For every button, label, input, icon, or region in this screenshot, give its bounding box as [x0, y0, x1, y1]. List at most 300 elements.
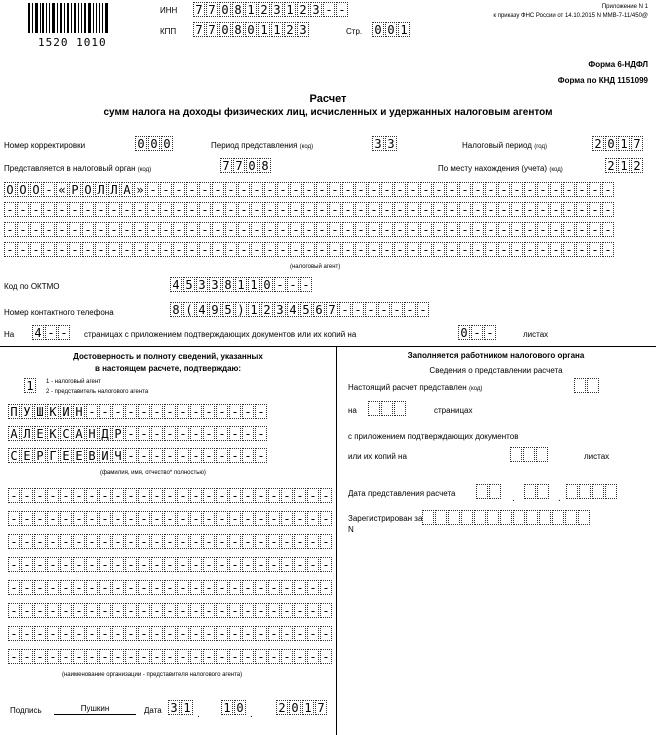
char-cell[interactable]: -: [112, 557, 124, 572]
right-date-month[interactable]: [524, 484, 550, 499]
char-cell[interactable]: -: [138, 448, 150, 463]
char-cell[interactable]: -: [43, 202, 55, 217]
right-pages-cells[interactable]: [368, 401, 407, 416]
char-cell[interactable]: [476, 484, 488, 499]
char-cell[interactable]: -: [537, 222, 549, 237]
char-cell[interactable]: -: [43, 222, 55, 237]
char-cell[interactable]: 1: [398, 22, 410, 37]
char-cell[interactable]: 8: [170, 302, 182, 317]
char-cell[interactable]: -: [485, 242, 497, 257]
char-cell[interactable]: -: [147, 202, 159, 217]
char-cell[interactable]: -: [307, 603, 319, 618]
char-cell[interactable]: -: [407, 182, 419, 197]
char-cell[interactable]: 7: [233, 158, 245, 173]
char-cell[interactable]: -: [17, 202, 29, 217]
agent-line-4[interactable]: [4, 242, 615, 257]
registered-cells[interactable]: [422, 510, 591, 525]
char-cell[interactable]: -: [8, 626, 20, 641]
char-cell[interactable]: -: [69, 222, 81, 237]
char-cell[interactable]: -: [472, 242, 484, 257]
char-cell[interactable]: 1: [302, 700, 314, 715]
char-cell[interactable]: -: [394, 222, 406, 237]
char-cell[interactable]: -: [320, 649, 332, 664]
char-cell[interactable]: -: [307, 488, 319, 503]
char-cell[interactable]: [394, 401, 406, 416]
char-cell[interactable]: 1: [618, 136, 630, 151]
char-cell[interactable]: А: [8, 426, 20, 441]
char-cell[interactable]: -: [60, 511, 72, 526]
char-cell[interactable]: -: [203, 448, 215, 463]
char-cell[interactable]: 0: [246, 158, 258, 173]
char-cell[interactable]: -: [8, 649, 20, 664]
char-cell[interactable]: -: [255, 649, 267, 664]
char-cell[interactable]: -: [550, 242, 562, 257]
char-cell[interactable]: -: [320, 511, 332, 526]
char-cell[interactable]: -: [498, 202, 510, 217]
char-cell[interactable]: Л: [21, 426, 33, 441]
char-cell[interactable]: -: [99, 603, 111, 618]
char-cell[interactable]: -: [281, 603, 293, 618]
char-cell[interactable]: -: [138, 488, 150, 503]
char-cell[interactable]: [537, 484, 549, 499]
char-cell[interactable]: -: [307, 511, 319, 526]
char-cell[interactable]: -: [212, 182, 224, 197]
char-cell[interactable]: -: [602, 202, 614, 217]
char-cell[interactable]: [524, 484, 536, 499]
char-cell[interactable]: -: [212, 242, 224, 257]
char-cell[interactable]: 2: [284, 22, 296, 37]
char-cell[interactable]: -: [498, 242, 510, 257]
char-cell[interactable]: -: [34, 649, 46, 664]
char-cell[interactable]: -: [186, 202, 198, 217]
char-cell[interactable]: -: [8, 580, 20, 595]
char-cell[interactable]: -: [277, 222, 289, 237]
char-cell[interactable]: 3: [209, 277, 221, 292]
char-cell[interactable]: -: [21, 626, 33, 641]
char-cell[interactable]: -: [134, 202, 146, 217]
char-cell[interactable]: Н: [73, 404, 85, 419]
char-cell[interactable]: [500, 510, 512, 525]
char-cell[interactable]: -: [355, 202, 367, 217]
char-cell[interactable]: -: [86, 649, 98, 664]
char-cell[interactable]: А: [73, 426, 85, 441]
char-cell[interactable]: -: [394, 242, 406, 257]
char-cell[interactable]: -: [216, 404, 228, 419]
char-cell[interactable]: -: [342, 182, 354, 197]
char-cell[interactable]: -: [21, 580, 33, 595]
char-cell[interactable]: -: [238, 202, 250, 217]
char-cell[interactable]: Е: [34, 426, 46, 441]
char-cell[interactable]: -: [173, 202, 185, 217]
char-cell[interactable]: -: [537, 242, 549, 257]
char-cell[interactable]: О: [17, 182, 29, 197]
char-cell[interactable]: 6: [313, 302, 325, 317]
char-cell[interactable]: -: [264, 182, 276, 197]
char-cell[interactable]: -: [173, 222, 185, 237]
char-cell[interactable]: -: [151, 448, 163, 463]
char-cell[interactable]: -: [446, 202, 458, 217]
char-cell[interactable]: 8: [222, 277, 234, 292]
pages-cells[interactable]: [32, 325, 71, 340]
char-cell[interactable]: -: [86, 404, 98, 419]
char-cell[interactable]: -: [34, 557, 46, 572]
char-cell[interactable]: [587, 378, 599, 393]
char-cell[interactable]: Е: [21, 448, 33, 463]
char-cell[interactable]: -: [281, 534, 293, 549]
char-cell[interactable]: О: [4, 182, 16, 197]
char-cell[interactable]: -: [86, 511, 98, 526]
char-cell[interactable]: -: [164, 649, 176, 664]
char-cell[interactable]: -: [99, 557, 111, 572]
char-cell[interactable]: -: [287, 277, 299, 292]
char-cell[interactable]: -: [34, 580, 46, 595]
char-cell[interactable]: -: [125, 649, 137, 664]
org-line-7[interactable]: [8, 626, 333, 641]
char-cell[interactable]: -: [4, 202, 16, 217]
char-cell[interactable]: -: [190, 603, 202, 618]
char-cell[interactable]: -: [216, 603, 228, 618]
char-cell[interactable]: П: [8, 404, 20, 419]
char-cell[interactable]: -: [242, 580, 254, 595]
char-cell[interactable]: -: [203, 488, 215, 503]
char-cell[interactable]: 2: [261, 302, 273, 317]
date-year-cells[interactable]: [276, 700, 328, 715]
tax-period-cells[interactable]: [592, 136, 644, 151]
char-cell[interactable]: -: [563, 242, 575, 257]
char-cell[interactable]: 8: [259, 158, 271, 173]
char-cell[interactable]: -: [69, 202, 81, 217]
char-cell[interactable]: -: [320, 534, 332, 549]
char-cell[interactable]: -: [281, 488, 293, 503]
char-cell[interactable]: -: [446, 242, 458, 257]
char-cell[interactable]: -: [484, 325, 496, 340]
char-cell[interactable]: -: [73, 626, 85, 641]
char-cell[interactable]: [578, 510, 590, 525]
char-cell[interactable]: -: [329, 202, 341, 217]
char-cell[interactable]: 0: [385, 22, 397, 37]
char-cell[interactable]: 5: [222, 302, 234, 317]
char-cell[interactable]: 8: [232, 22, 244, 37]
char-cell[interactable]: 7: [220, 158, 232, 173]
char-cell[interactable]: -: [320, 488, 332, 503]
char-cell[interactable]: -: [177, 488, 189, 503]
char-cell[interactable]: -: [56, 202, 68, 217]
char-cell[interactable]: 7: [193, 22, 205, 37]
char-cell[interactable]: -: [34, 511, 46, 526]
char-cell[interactable]: -: [225, 202, 237, 217]
char-cell[interactable]: -: [225, 222, 237, 237]
char-cell[interactable]: -: [268, 649, 280, 664]
char-cell[interactable]: -: [86, 534, 98, 549]
char-cell[interactable]: -: [255, 488, 267, 503]
char-cell[interactable]: -: [316, 202, 328, 217]
char-cell[interactable]: -: [112, 534, 124, 549]
right-sheets-cells[interactable]: [510, 447, 549, 462]
char-cell[interactable]: -: [316, 242, 328, 257]
char-cell[interactable]: -: [73, 488, 85, 503]
char-cell[interactable]: -: [255, 404, 267, 419]
char-cell[interactable]: -: [151, 557, 163, 572]
char-cell[interactable]: -: [342, 202, 354, 217]
char-cell[interactable]: -: [56, 222, 68, 237]
char-cell[interactable]: -: [563, 202, 575, 217]
char-cell[interactable]: -: [294, 488, 306, 503]
char-cell[interactable]: 1: [245, 2, 257, 17]
char-cell[interactable]: -: [125, 557, 137, 572]
char-cell[interactable]: -: [45, 325, 57, 340]
char-cell[interactable]: -: [277, 182, 289, 197]
char-cell[interactable]: -: [112, 580, 124, 595]
char-cell[interactable]: -: [446, 182, 458, 197]
char-cell[interactable]: 0: [372, 22, 384, 37]
char-cell[interactable]: -: [177, 448, 189, 463]
char-cell[interactable]: -: [30, 202, 42, 217]
char-cell[interactable]: -: [199, 182, 211, 197]
char-cell[interactable]: -: [4, 222, 16, 237]
char-cell[interactable]: 3: [274, 302, 286, 317]
char-cell[interactable]: -: [190, 557, 202, 572]
char-cell[interactable]: -: [125, 448, 137, 463]
char-cell[interactable]: -: [229, 511, 241, 526]
char-cell[interactable]: -: [242, 557, 254, 572]
char-cell[interactable]: -: [281, 626, 293, 641]
char-cell[interactable]: -: [108, 222, 120, 237]
char-cell[interactable]: 0: [261, 277, 273, 292]
char-cell[interactable]: [592, 484, 604, 499]
char-cell[interactable]: -: [8, 511, 20, 526]
char-cell[interactable]: -: [303, 182, 315, 197]
char-cell[interactable]: -: [60, 488, 72, 503]
inn-cells[interactable]: [193, 2, 349, 17]
char-cell[interactable]: Р: [34, 448, 46, 463]
char-cell[interactable]: -: [138, 426, 150, 441]
char-cell[interactable]: -: [160, 242, 172, 257]
char-cell[interactable]: -: [294, 580, 306, 595]
char-cell[interactable]: -: [199, 202, 211, 217]
char-cell[interactable]: -: [307, 649, 319, 664]
char-cell[interactable]: -: [186, 182, 198, 197]
right-date-year[interactable]: [566, 484, 618, 499]
char-cell[interactable]: (: [183, 302, 195, 317]
char-cell[interactable]: -: [203, 557, 215, 572]
char-cell[interactable]: -: [242, 603, 254, 618]
char-cell[interactable]: -: [73, 534, 85, 549]
char-cell[interactable]: -: [242, 534, 254, 549]
char-cell[interactable]: -: [151, 580, 163, 595]
char-cell[interactable]: К: [47, 404, 59, 419]
char-cell[interactable]: -: [60, 557, 72, 572]
char-cell[interactable]: -: [355, 222, 367, 237]
char-cell[interactable]: -: [160, 222, 172, 237]
char-cell[interactable]: -: [511, 202, 523, 217]
char-cell[interactable]: -: [121, 242, 133, 257]
char-cell[interactable]: -: [242, 426, 254, 441]
char-cell[interactable]: -: [238, 182, 250, 197]
agent-line-2[interactable]: [4, 202, 615, 217]
char-cell[interactable]: -: [242, 448, 254, 463]
char-cell[interactable]: 2: [297, 2, 309, 17]
char-cell[interactable]: -: [307, 557, 319, 572]
char-cell[interactable]: -: [73, 649, 85, 664]
char-cell[interactable]: -: [407, 202, 419, 217]
char-cell[interactable]: [552, 510, 564, 525]
char-cell[interactable]: -: [294, 557, 306, 572]
char-cell[interactable]: -: [108, 242, 120, 257]
char-cell[interactable]: -: [229, 603, 241, 618]
char-cell[interactable]: -: [190, 426, 202, 441]
char-cell[interactable]: -: [381, 182, 393, 197]
char-cell[interactable]: -: [95, 222, 107, 237]
char-cell[interactable]: -: [190, 511, 202, 526]
char-cell[interactable]: -: [576, 202, 588, 217]
char-cell[interactable]: -: [323, 2, 335, 17]
char-cell[interactable]: -: [86, 626, 98, 641]
char-cell[interactable]: -: [459, 202, 471, 217]
char-cell[interactable]: -: [121, 222, 133, 237]
char-cell[interactable]: »: [134, 182, 146, 197]
char-cell[interactable]: -: [99, 580, 111, 595]
signature[interactable]: Пушкин: [54, 704, 136, 715]
char-cell[interactable]: -: [255, 534, 267, 549]
char-cell[interactable]: -: [99, 404, 111, 419]
char-cell[interactable]: -: [576, 242, 588, 257]
char-cell[interactable]: -: [216, 488, 228, 503]
char-cell[interactable]: -: [498, 182, 510, 197]
char-cell[interactable]: С: [8, 448, 20, 463]
char-cell[interactable]: -: [550, 182, 562, 197]
char-cell[interactable]: [422, 510, 434, 525]
char-cell[interactable]: -: [352, 302, 364, 317]
char-cell[interactable]: -: [177, 511, 189, 526]
char-cell[interactable]: -: [125, 626, 137, 641]
period-cells[interactable]: [372, 136, 398, 151]
char-cell[interactable]: -: [524, 202, 536, 217]
char-cell[interactable]: -: [34, 534, 46, 549]
char-cell[interactable]: 1: [271, 22, 283, 37]
char-cell[interactable]: -: [576, 182, 588, 197]
char-cell[interactable]: -: [229, 488, 241, 503]
char-cell[interactable]: -: [203, 649, 215, 664]
char-cell[interactable]: -: [190, 404, 202, 419]
char-cell[interactable]: -: [216, 649, 228, 664]
char-cell[interactable]: -: [281, 557, 293, 572]
char-cell[interactable]: -: [459, 182, 471, 197]
char-cell[interactable]: -: [138, 626, 150, 641]
char-cell[interactable]: О: [82, 182, 94, 197]
char-cell[interactable]: -: [216, 448, 228, 463]
char-cell[interactable]: С: [60, 426, 72, 441]
char-cell[interactable]: 3: [196, 277, 208, 292]
char-cell[interactable]: -: [391, 302, 403, 317]
char-cell[interactable]: -: [60, 626, 72, 641]
char-cell[interactable]: Е: [60, 448, 72, 463]
char-cell[interactable]: -: [268, 534, 280, 549]
char-cell[interactable]: -: [108, 202, 120, 217]
char-cell[interactable]: 1: [235, 277, 247, 292]
char-cell[interactable]: -: [190, 534, 202, 549]
char-cell[interactable]: -: [589, 222, 601, 237]
char-cell[interactable]: -: [73, 580, 85, 595]
char-cell[interactable]: -: [177, 626, 189, 641]
char-cell[interactable]: -: [17, 222, 29, 237]
char-cell[interactable]: -: [602, 182, 614, 197]
char-cell[interactable]: -: [368, 202, 380, 217]
char-cell[interactable]: 1: [248, 277, 260, 292]
char-cell[interactable]: -: [229, 448, 241, 463]
char-cell[interactable]: [435, 510, 447, 525]
char-cell[interactable]: -: [4, 242, 16, 257]
char-cell[interactable]: -: [99, 649, 111, 664]
char-cell[interactable]: 0: [219, 2, 231, 17]
org-line-8[interactable]: [8, 649, 333, 664]
phone-cells[interactable]: [170, 302, 430, 317]
char-cell[interactable]: -: [339, 302, 351, 317]
char-cell[interactable]: -: [17, 242, 29, 257]
char-cell[interactable]: -: [381, 242, 393, 257]
char-cell[interactable]: -: [21, 511, 33, 526]
char-cell[interactable]: [461, 510, 473, 525]
char-cell[interactable]: -: [268, 626, 280, 641]
char-cell[interactable]: -: [433, 182, 445, 197]
char-cell[interactable]: -: [216, 557, 228, 572]
char-cell[interactable]: -: [268, 603, 280, 618]
page-cells[interactable]: [372, 22, 411, 37]
char-cell[interactable]: -: [73, 557, 85, 572]
char-cell[interactable]: -: [277, 202, 289, 217]
agent-line-1[interactable]: [4, 182, 615, 197]
char-cell[interactable]: -: [21, 649, 33, 664]
char-cell[interactable]: -: [281, 580, 293, 595]
char-cell[interactable]: -: [43, 182, 55, 197]
char-cell[interactable]: 0: [245, 22, 257, 37]
char-cell[interactable]: Ч: [112, 448, 124, 463]
char-cell[interactable]: -: [47, 488, 59, 503]
char-cell[interactable]: [368, 401, 380, 416]
char-cell[interactable]: -: [446, 222, 458, 237]
char-cell[interactable]: -: [251, 242, 263, 257]
char-cell[interactable]: -: [34, 488, 46, 503]
char-cell[interactable]: -: [329, 222, 341, 237]
location-cells[interactable]: [605, 158, 644, 173]
char-cell[interactable]: -: [378, 302, 390, 317]
char-cell[interactable]: -: [471, 325, 483, 340]
char-cell[interactable]: 1: [248, 302, 260, 317]
char-cell[interactable]: -: [294, 511, 306, 526]
char-cell[interactable]: -: [164, 626, 176, 641]
char-cell[interactable]: -: [238, 222, 250, 237]
char-cell[interactable]: 1: [181, 700, 193, 715]
char-cell[interactable]: -: [320, 603, 332, 618]
char-cell[interactable]: -: [82, 202, 94, 217]
authority-cells[interactable]: [220, 158, 272, 173]
char-cell[interactable]: 2: [631, 158, 643, 173]
char-cell[interactable]: -: [329, 242, 341, 257]
char-cell[interactable]: 3: [372, 136, 384, 151]
oktmo-cells[interactable]: [170, 277, 313, 292]
char-cell[interactable]: И: [60, 404, 72, 419]
char-cell[interactable]: -: [190, 488, 202, 503]
char-cell[interactable]: -: [190, 580, 202, 595]
char-cell[interactable]: -: [225, 182, 237, 197]
char-cell[interactable]: -: [203, 404, 215, 419]
char-cell[interactable]: [381, 401, 393, 416]
char-cell[interactable]: 2: [276, 700, 288, 715]
char-cell[interactable]: -: [294, 603, 306, 618]
char-cell[interactable]: -: [99, 511, 111, 526]
char-cell[interactable]: 3: [297, 22, 309, 37]
char-cell[interactable]: -: [459, 222, 471, 237]
char-cell[interactable]: -: [99, 488, 111, 503]
